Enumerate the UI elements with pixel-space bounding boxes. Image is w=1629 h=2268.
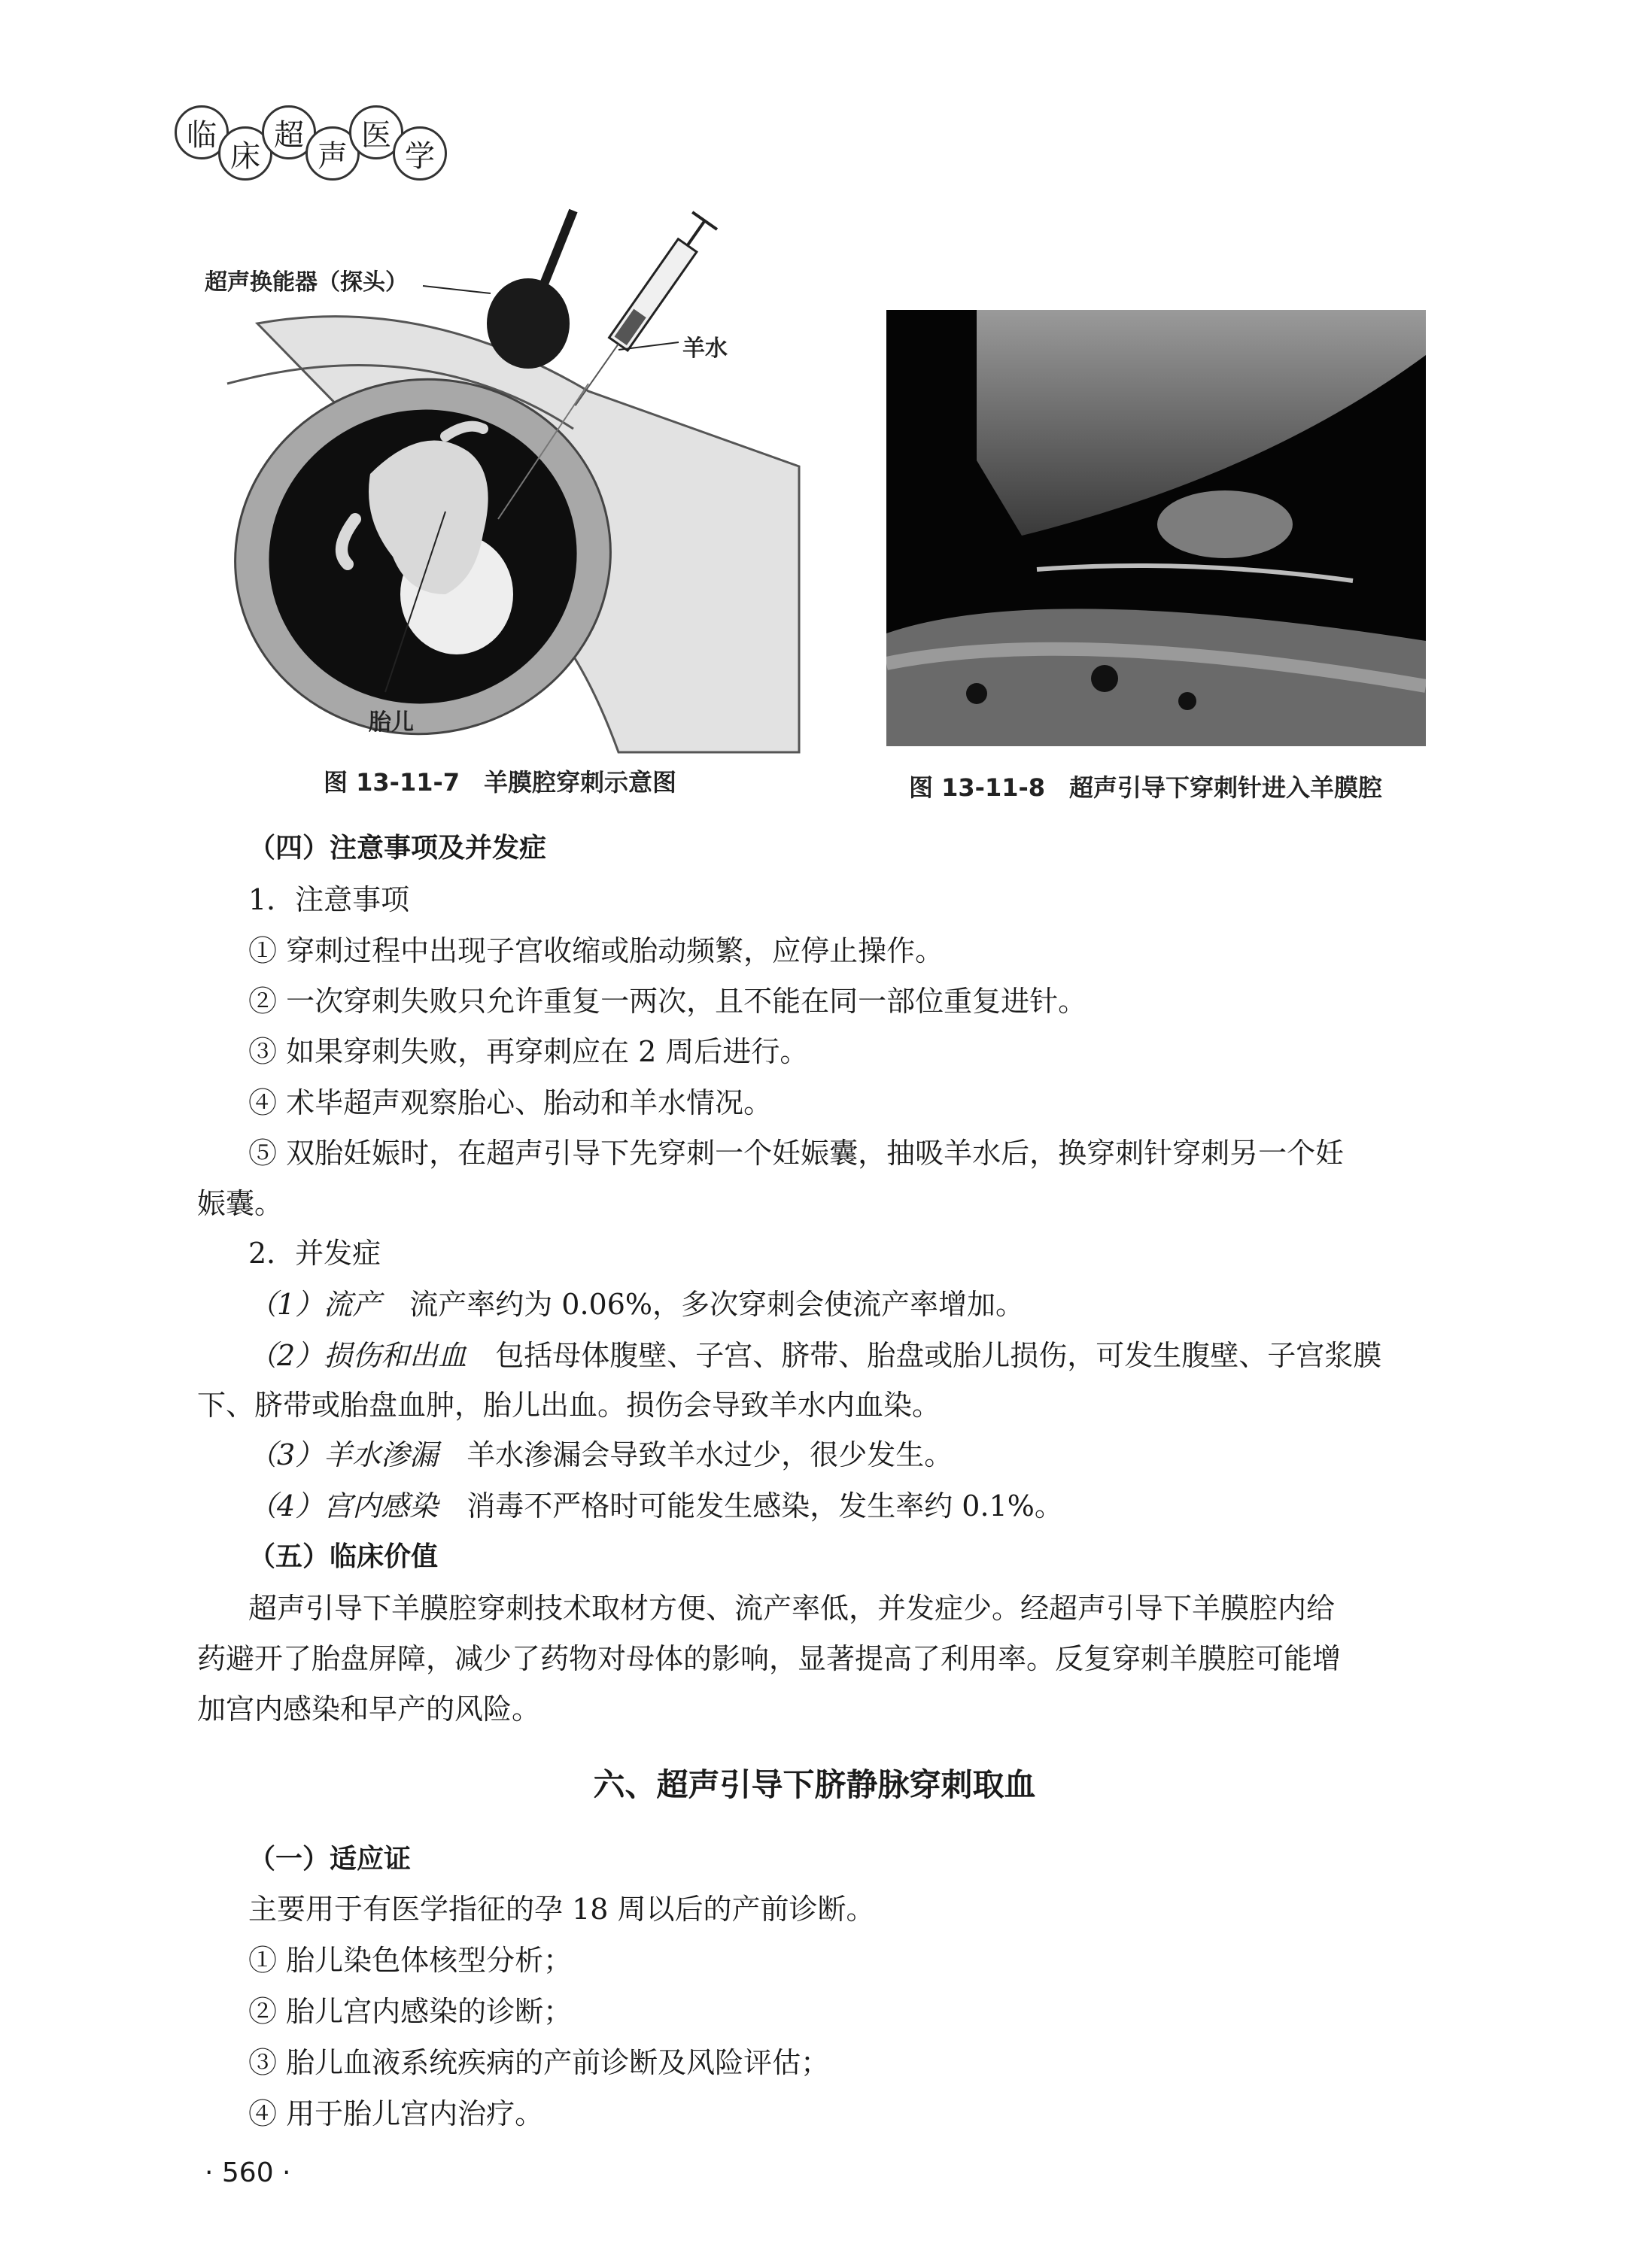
indication-intro: 主要用于有医学指征的孕 18 周以后的产前诊断。	[248, 1893, 875, 1926]
ultrasound-illustration	[886, 310, 1426, 746]
header-char: 学	[393, 126, 447, 181]
amniocentesis-diagram	[197, 203, 814, 760]
header-char: 临	[175, 105, 229, 159]
complication-4-label: （4）宫内感染	[248, 1489, 439, 1523]
header-char: 超	[262, 105, 316, 159]
note-1: ① 穿刺过程中出现子宫收缩或胎动频繁，应停止操作。	[248, 934, 944, 967]
label-amniotic-fluid: 羊水	[682, 335, 728, 362]
header-char: 医	[349, 105, 403, 159]
ultrasound-image	[886, 310, 1426, 746]
complication-2	[248, 1336, 1493, 1375]
complication-2-cont: 下、脐带或胎盘血肿，胎儿出血。损伤会导致羊水内血染。	[197, 1389, 941, 1422]
section-heading-1: （一）适应证	[248, 1844, 412, 1875]
section-heading-4: （四）注意事项及并发症	[248, 833, 547, 864]
note-2: ② 一次穿刺失败只允许重复一两次，且不能在同一部位重复进针。	[248, 985, 1087, 1018]
complication-2-label: （2）损伤和出血	[248, 1339, 467, 1372]
book-header	[175, 105, 445, 181]
subheading-complications: 2．并发症	[248, 1237, 381, 1270]
complication-1	[248, 1285, 1493, 1324]
clinical-value-line-1: 超声引导下羊膜腔穿刺技术取材方便、流产率低，并发症少。经超声引导下羊膜腔内给	[248, 1592, 1336, 1625]
section-6-title: 六、超声引导下脐静脉穿刺取血	[593, 1766, 1036, 1803]
note-3: ③ 如果穿刺失败，再穿刺应在 2 周后进行。	[248, 1035, 809, 1068]
indication-4: ④ 用于胎儿宫内治疗。	[248, 2097, 544, 2130]
label-fetus: 胎儿	[369, 709, 414, 736]
complication-4	[248, 1486, 1493, 1526]
note-4: ④ 术毕超声观察胎心、胎动和羊水情况。	[248, 1086, 773, 1119]
page-number: · 560 ·	[205, 2157, 291, 2188]
complication-1-label: （1）流产	[248, 1288, 381, 1321]
label-probe: 超声换能器（探头）	[205, 269, 408, 296]
header-char: 床	[218, 126, 272, 181]
complication-3-text: 羊水渗漏会导致羊水过少，很少发生。	[467, 1438, 953, 1471]
complication-1-text: 流产率约为 0.06%，多次穿刺会使流产率增加。	[409, 1288, 1025, 1321]
complication-3	[248, 1435, 1493, 1474]
indication-2: ② 胎儿宫内感染的诊断；	[248, 1995, 573, 2028]
note-5: ⑤ 双胎妊娠时，在超声引导下先穿刺一个妊娠囊，抽吸羊水后，换穿刺针穿刺另一个妊	[248, 1137, 1345, 1170]
indication-3: ③ 胎儿血液系统疾病的产前诊断及风险评估；	[248, 2046, 830, 2079]
indication-1: ① 胎儿染色体核型分析；	[248, 1944, 573, 1977]
header-char: 声	[305, 126, 360, 181]
figure-caption-1: 图 13-11-7 羊膜腔穿刺示意图	[324, 768, 677, 797]
clinical-value-line-2: 药避开了胎盘屏障，减少了药物对母体的影响，显著提高了利用率。反复穿刺羊膜腔可能增	[197, 1642, 1342, 1675]
note-5-cont: 娠囊。	[197, 1187, 284, 1220]
section-heading-5: （五）临床价值	[248, 1541, 439, 1572]
figure-caption-2: 图 13-11-8 超声引导下穿刺针进入羊膜腔	[909, 773, 1383, 802]
complication-4-text: 消毒不严格时可能发生感染，发生率约 0.1%。	[467, 1489, 1063, 1523]
complication-3-label: （3）羊水渗漏	[248, 1438, 439, 1471]
complication-2-text: 包括母体腹壁、子宫、脐带、胎盘或胎儿损伤，可发生腹壁、子宫浆膜	[495, 1339, 1382, 1372]
clinical-value-line-3: 加宫内感染和早产的风险。	[197, 1693, 541, 1726]
subheading-notes: 1．注意事项	[248, 883, 410, 916]
